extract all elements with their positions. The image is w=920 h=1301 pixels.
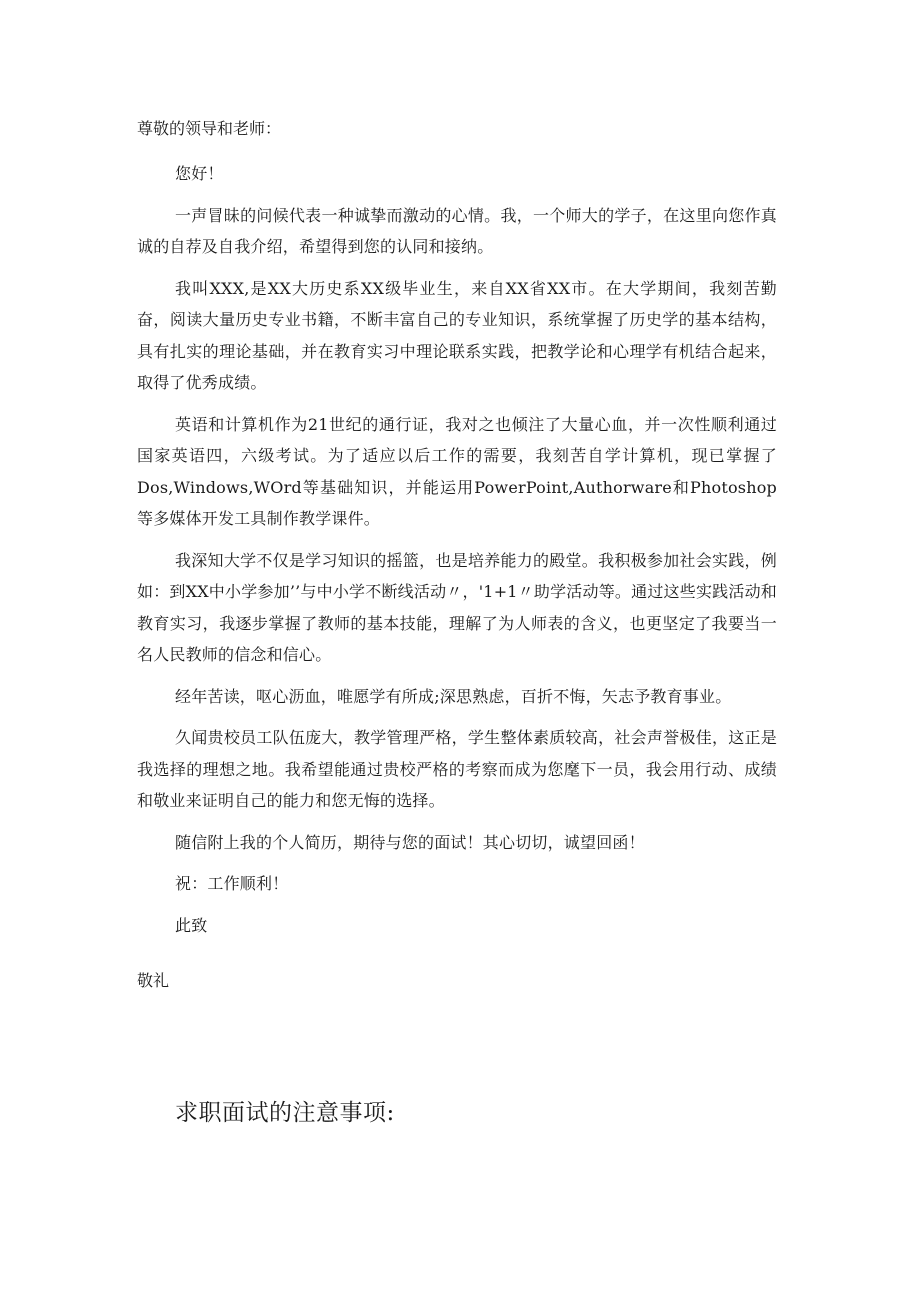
paragraph-sign-off: 此致 — [175, 915, 208, 935]
paragraph-resolve: 经年苦读，呕心沥血，唯愿学有所成;深思熟虑，百折不悔，矢志予教育事业。 — [175, 686, 732, 706]
letter-hello: 您好！ — [175, 164, 224, 183]
paragraph-skills: 英语和计算机作为21世纪的通行证，我对之也倾注了大量心血，并一次性顺利通过国家英语四，六级考试。为了适应以后工作的需要，我刻苦自学计算机，现已掌握了Dos,Windows,WOrd等基础知识，并能运用PowerPoint,Authorware和Photoshop等多媒体开发工具制作教学课件。 — [137, 414, 777, 528]
paragraph-wishes: 祝：工作顺利！ — [175, 874, 289, 893]
paragraph-introduction: 一声冒昧的问候代表一种诚挚而激动的心情。我，一个师大的学子，在这里向您作真诚的自荐及自我介绍，希望得到您的认同和接纳。 — [137, 205, 777, 256]
letter-body — [137, 158, 777, 951]
paragraph-attachment: 随信附上我的个人简历，期待与您的面试！其心切切，诚望回函！ — [175, 832, 645, 852]
paragraph-school-choice: 久闻贵校员工队伍庞大，教学管理严格，学生整体素质较高，社会声誉极佳，这正是我选择的理想之地。我希望能通过贵校严格的考察而成为您麾下一员，我会用行动、成绩和敬业来证明自己的能力和您无悔的选择。 — [137, 728, 777, 810]
letter-salutation: 尊敬的领导和老师： — [137, 119, 282, 138]
paragraph-education: 我叫XXX,是XX大历史系XX级毕业生，来自XX省XX市。在大学期间，我刻苦勤奋，阅读大量历史专业书籍，不断丰富自己的专业知识，系统掌握了历史学的基本结构，具有扎实的理论基础，并在教育实习中理论联系实践，把教学论和心理学有机结合起来，取得了优秀成绩。 — [137, 278, 777, 392]
letter-closing: 敬礼 — [137, 971, 170, 990]
section-heading: 求职面试的注意事项: — [175, 1100, 395, 1126]
paragraph-practice: 我深知大学不仅是学习知识的摇篮，也是培养能力的殿堂。我积极参加社会实践，例如：到XX中小学参加’’与中小学不断线活动〃，'1+1〃助学活动等。通过这些实践活动和教育实习，我逐步掌握了教师的基本技能，理解了为人师表的含义，也更坚定了我要当一名人民教师的信念和信心。 — [137, 550, 777, 664]
